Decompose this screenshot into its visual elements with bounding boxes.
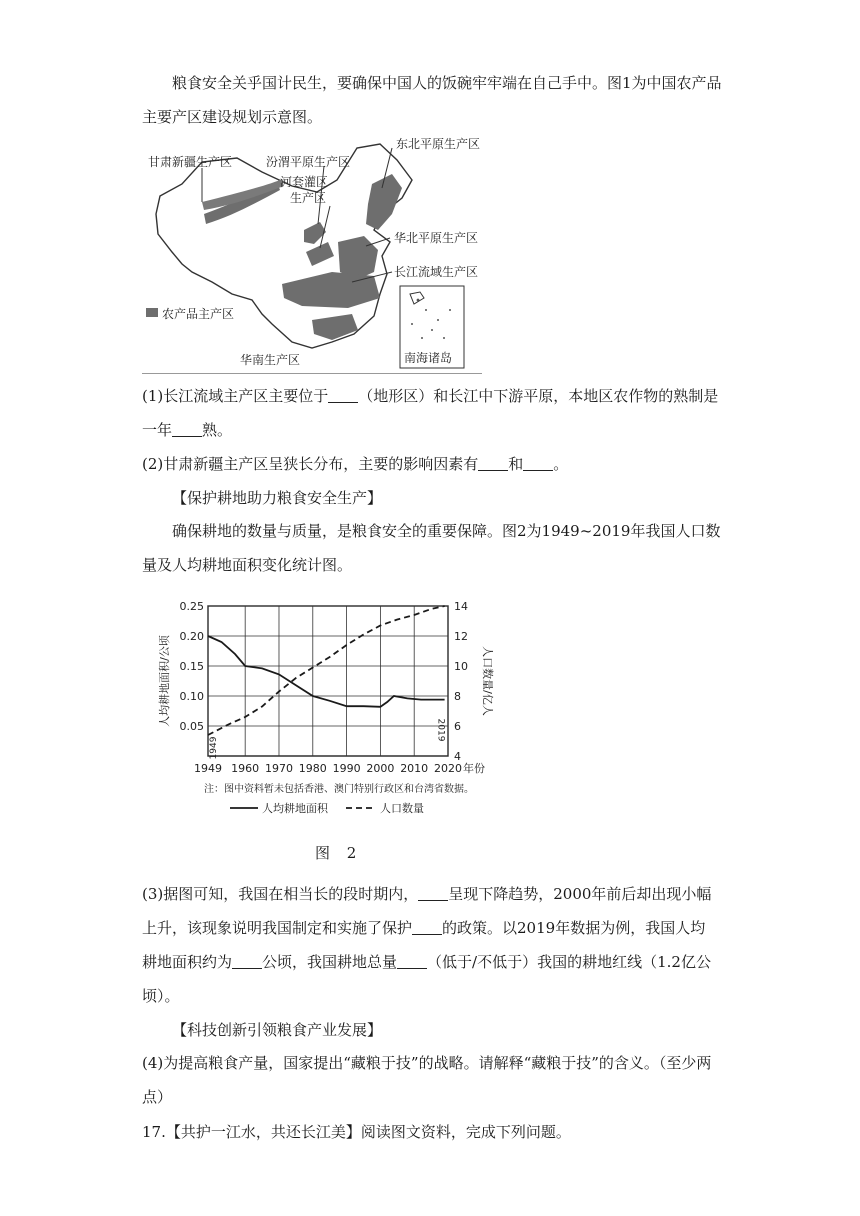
series-line-population [208,606,445,735]
q1-blank-1[interactable] [328,387,358,403]
x-tick-label: 1980 [298,762,327,775]
x-axis-label: 年份 [463,762,485,775]
y-right-tick-label: 8 [454,690,461,703]
x-tick-label: 2020 [434,762,462,775]
y-right-tick-label: 14 [454,600,468,613]
y-right-axis-label: 人口数量/亿人 [481,646,494,716]
section-heading-technology: 【科技创新引领粮食产业发展】 [172,1021,383,1039]
chart-note: 注：图中资料暂未包括香港、澳门特别行政区和台湾省数据。 [204,784,474,795]
x-tick-label: 2010 [400,762,429,775]
inset-label: 南海诸岛 [404,351,453,365]
figure-2-caption: 图 2 [315,844,363,862]
y-left-tick-label: 0.20 [179,630,204,643]
label-fenwei: 汾渭平原生产区 [266,155,351,169]
q1-line-1: (1)长江流域主产区主要位于 （地形区）和长江中下游平原，本地区农作物的熟制是 [142,387,719,405]
region-changjiang [282,272,380,308]
q1-line-2: 一年 熟。 [142,421,233,439]
q3-line-4: 顷）。 [142,987,180,1005]
label-huanan: 华南生产区 [240,353,301,367]
label-changjiang: 长江流域生产区 [394,265,479,279]
x-tick-label: 1960 [231,762,260,775]
population-farmland-chart [150,598,530,828]
label-huabei: 华北平原生产区 [394,231,479,245]
y-left-tick-label: 0.25 [179,600,204,613]
section-heading-farmland: 【保护耕地助力粮食安全生产】 [172,489,383,507]
y-right-tick-label: 10 [454,660,468,673]
region-huanan [312,314,358,340]
legend-label-farmland: 人均耕地面积 [262,802,328,815]
x-tick-label: 1990 [332,762,361,775]
x-tick-label: 2000 [366,762,395,775]
q3-blank-2[interactable] [412,919,442,935]
q3-blank-1[interactable] [418,885,448,901]
y-right-tick-label: 6 [454,720,461,733]
label-hetao-1: 河套灌区 [280,175,329,189]
legend-swatch [146,308,158,317]
label-hetao-2: 生产区 [290,191,327,205]
intro-paragraph: 粮食安全关乎国计民生，要确保中国人的饭碗牢牢端在自己手中。图1为中国农产品主要产区建设规划示意图。 [142,74,722,126]
q4-paragraph: (4)为提高粮食产量，国家提出“藏粮于技”的战略。请解释“藏粮于技”的含义。（至少两点） [142,1054,712,1106]
y-left-axis-label: 人均耕地面积/公顷 [158,635,171,727]
region-hetao [304,222,326,244]
q3-blank-4[interactable] [397,953,427,969]
annotation-end-year: 2019 [435,718,446,742]
q3-line-1: (3)据图可知，我国在相当长的段时期内， 呈现下降趋势，2000年前后却出现小幅 [142,885,712,903]
legend-label: 农产品主产区 [162,307,235,321]
china-production-map [142,134,487,374]
y-right-tick-label: 12 [454,630,468,643]
label-dongbei: 东北平原生产区 [396,137,481,151]
y-left-tick-label: 0.15 [179,660,204,673]
label-gansu-xinjiang: 甘肃新疆生产区 [148,155,233,169]
q2-line: (2)甘肃新疆主产区呈狭长分布，主要的影响因素有 和 。 [142,455,569,473]
paragraph-farmland: 确保耕地的数量与质量，是粮食安全的重要保障。图2为1949~2019年我国人口数量及人均耕地面积变化统计图。 [142,522,721,574]
region-fenwei [306,242,334,266]
y-left-tick-label: 0.10 [179,690,204,703]
y-left-tick-label: 0.05 [179,720,204,733]
q3-line-2: 上升，该现象说明我国制定和实施了保护 的政策。以2019年数据为例，我国人均 [142,919,706,937]
q2-blank-1[interactable] [478,455,508,471]
region-dongbei [366,174,402,230]
y-right-tick-label: 4 [454,750,461,763]
plot-frame [208,606,448,756]
q3-line-3: 耕地面积约为 公顷，我国耕地总量 （低于/不低于）我国的耕地红线（1.2亿公 [142,953,711,971]
x-tick-label: 1970 [264,762,293,775]
x-tick-label: 1949 [194,762,222,775]
annotation-start-year: 1949 [209,736,219,760]
q2-blank-2[interactable] [523,455,553,471]
legend-label-population: 人口数量 [380,802,424,815]
q17-heading: 17.【共护一江水，共还长江美】阅读图文资料，完成下列问题。 [142,1123,571,1141]
q3-blank-3[interactable] [232,953,262,969]
q1-blank-2[interactable] [172,421,202,437]
